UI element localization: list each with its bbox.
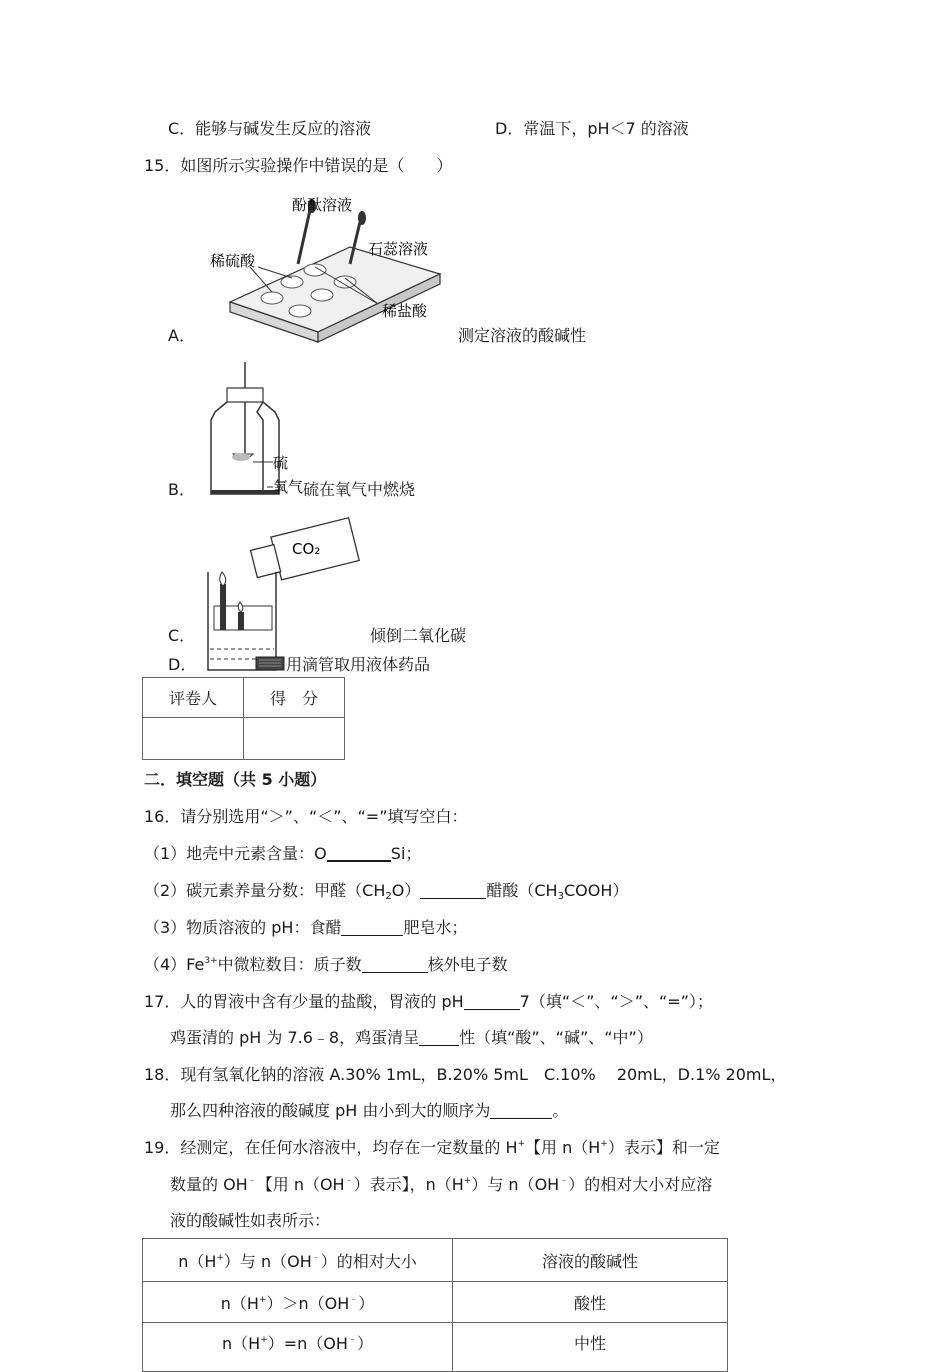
table-row2-relation: n（H+）=n（OH﹣） [143,1323,453,1372]
q18-line2: 那么四种溶液的酸碱度 pH 由小到大的顺序为 。 [170,1101,569,1120]
label-co2: CO₂ [292,540,321,558]
table-row2-acidity: 中性 [453,1323,728,1372]
label-dilute-hcl: 稀盐酸 [382,302,428,320]
table-header-acidity: 溶液的酸碱性 [453,1239,728,1282]
q15-d-letter: D． [168,655,197,674]
spot-plate-figure [200,192,440,332]
table-row1-acidity: 酸性 [453,1282,728,1323]
table-header-relation: n（H+）与 n（OH﹣）的相对大小 [143,1239,453,1282]
score-cell [244,718,345,760]
q15-stem: 15．如图所示实验操作中错误的是（ ） [144,156,453,175]
q19-line3: 液的酸碱性如表所示： [170,1211,331,1230]
q16-stem: 16．请分别选用“＞”、“＜”、“=”填写空白： [144,807,468,826]
q15-c-caption: 倾倒二氧化碳 [370,626,467,645]
q15-a-caption: 测定溶液的酸碱性 [458,326,587,345]
q16-part3: （3）物质溶液的 pH：食醋 肥皂水； [144,918,468,937]
q17-line1: 17．人的胃液中含有少量的盐酸，胃液的 pH 7（填“＜”、“＞”、“=”）； [144,992,713,1011]
grader-header: 评卷人 [143,678,244,718]
label-dilute-h2so4: 稀硫酸 [210,252,256,270]
co2-pouring-figure [200,514,360,674]
label-sulfur: 硫 [273,454,289,472]
label-litmus: 石蕊溶液 [368,240,429,258]
q17-line2: 鸡蛋清的 pH 为 7.6﹣8，鸡蛋清呈 性（填“酸”、“碱”、“中”） [170,1028,653,1047]
q16-part2: （2）碳元素养量分数：甲醛$(CH_2O)$ 醋酸$(CH_3COOH)$ [144,881,629,902]
q15-b-letter: B． [168,480,195,499]
label-phenolphthalein: 酚酞溶液 [292,196,353,214]
q14-option-d: D．常温下，pH＜7 的溶液 [495,119,689,138]
score-header: 得 分 [244,678,345,718]
gas-jar-figure [205,362,315,497]
q15-a-letter: A． [168,326,195,345]
q16-part1: （1）地壳中元素含量：O Si； [144,844,422,863]
q15-c-letter: C． [168,626,196,645]
dropper-figure [256,657,286,671]
label-oxygen: 氧气 [273,478,304,496]
q15-d-caption: 用滴管取用液体药品 [286,655,431,674]
acidity-table [142,1238,728,1372]
grader-cell [143,718,244,760]
q19-line2: 数量的 OH﹣【用 n（OH﹣）表示】，n（H+）与 n（OH﹣）的相对大小对应溶 [170,1175,713,1194]
q19-line1: 19．经测定，在任何水溶液中，均存在一定数量的 H+【用 n（H+）表示】和一定 [144,1138,720,1157]
section2-heading: 二．填空题（共 5 小题） [144,770,327,789]
q15-b-caption: 硫在氧气中燃烧 [303,480,416,499]
table-row1-relation: n（H+）＞n（OH﹣） [143,1282,453,1323]
q18-line1: 18．现有氢氧化钠的溶液 A.30% 1mL，B.20% 5mL C.10% 20mL，D.1% 20mL， [144,1065,787,1084]
q14-option-c: C．能够与碱发生反应的溶液 [168,119,372,138]
score-table [142,677,345,760]
q16-part4: $(4)Fe^{3+}$中微粒数目：质子数 核外电子数 [144,955,508,974]
